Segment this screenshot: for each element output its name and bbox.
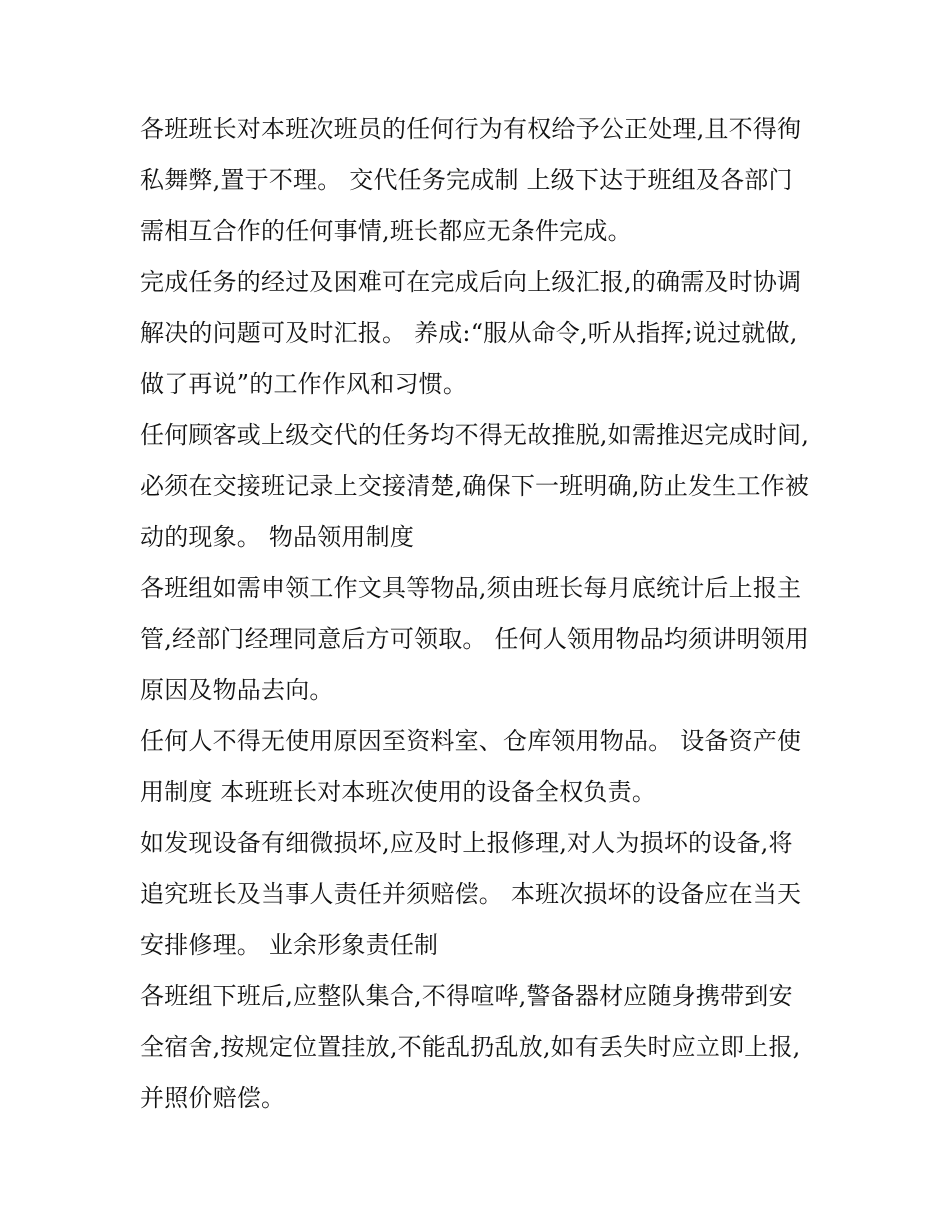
paragraph-6: 如发现设备有细微损坏,应及时上报修理,对人为损坏的设备,将追究班长及当事人责任并须赔偿。 本班次损坏的设备应在当天安排修理。 业余形象责任制 [140,829,802,959]
paragraph-3: 任何顾客或上级交代的任务均不得无故推脱,如需推迟完成时间,必须在交接班记录上交接清楚,确保下一班明确,防止发生工作被动的现象。 物品领用制度 [140,421,810,551]
paragraph-1: 各班班长对本班次班员的任何行为有权给予公正处理,且不得徇私舞弊,置于不理。 交代任务完成制 上级下达于班组及各部门需相互合作的任何事情,班长都应无条件完成。 [140,115,802,245]
document-body [140,104,810,1124]
paragraph-2: 完成任务的经过及困难可在完成后向上级汇报,的确需及时协调解决的问题可及时汇报。 养成:“服从命令,听从指挥;说过就做,做了再说”的工作作风和习惯。 [140,268,802,398]
paragraph-5: 任何人不得无使用原因至资料室、仓库领用物品。 设备资产使用制度 本班班长对本班次使用的设备全权负责。 [140,727,802,806]
paragraph-4: 各班组如需申领工作文具等物品,须由班长每月底统计后上报主管,经部门经理同意后方可领取。 任何人领用物品均须讲明领用原因及物品去向。 [140,574,810,704]
paragraph-7: 各班组下班后,应整队集合,不得喧哗,警备器材应随身携带到安全宿舍,按规定位置挂放,不能乱扔乱放,如有丢失时应立即上报,并照价赔偿。 [140,982,801,1112]
